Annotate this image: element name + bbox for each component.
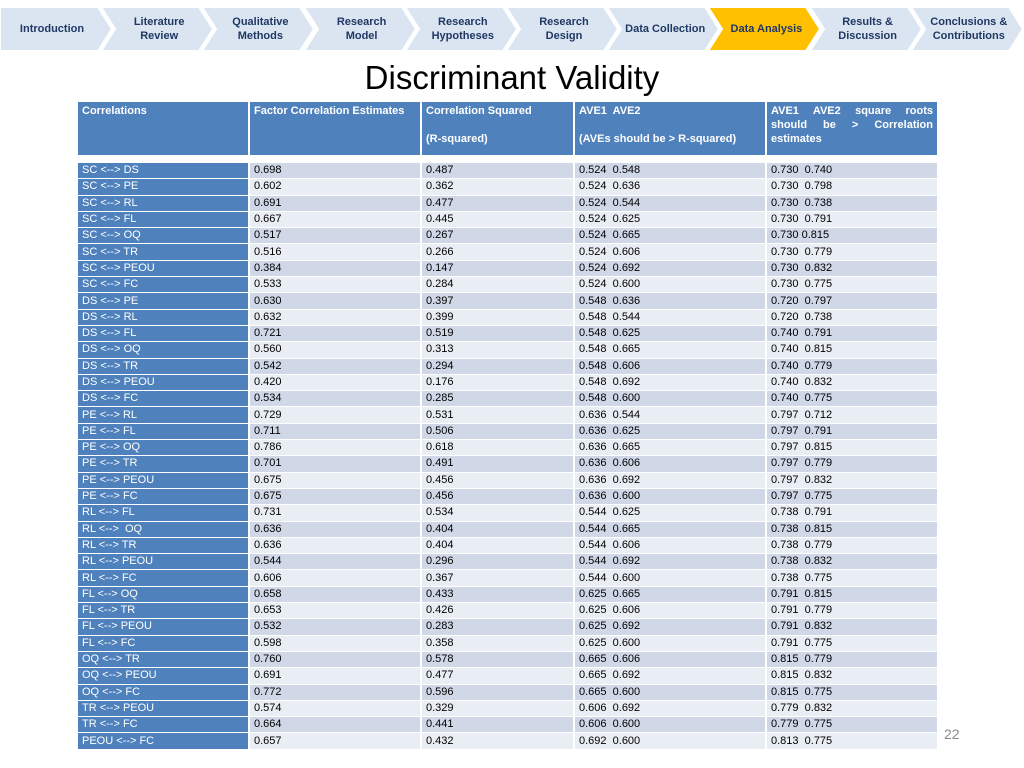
ave-sqrt-cell: 0.720 0.797 bbox=[767, 293, 937, 309]
pair-cell: TR <--> PEOU bbox=[78, 701, 250, 717]
header-ave-line1: AVE1 AVE2 bbox=[579, 105, 641, 117]
table-row bbox=[78, 701, 937, 717]
pair-cell: DS <--> TR bbox=[78, 359, 250, 375]
r-squared-cell: 0.534 bbox=[422, 505, 575, 521]
page-title: Discriminant Validity bbox=[364, 59, 660, 96]
r-squared-cell: 0.367 bbox=[422, 570, 575, 586]
ave-sqrt-cell: 0.791 0.775 bbox=[767, 636, 937, 652]
ave-sqrt-cell: 0.738 0.775 bbox=[767, 570, 937, 586]
pair-cell: RL <--> TR bbox=[78, 538, 250, 554]
table-row bbox=[78, 456, 937, 472]
table-row bbox=[78, 538, 937, 554]
factor-correlation-cell: 0.691 bbox=[250, 668, 422, 684]
header-ave-square-roots-line1: AVE1 AVE2 square roots bbox=[771, 105, 933, 117]
ave-cell: 0.606 0.692 bbox=[575, 701, 767, 717]
table-header-row bbox=[78, 102, 937, 158]
table-row bbox=[78, 277, 937, 293]
pair-cell: FL <--> FC bbox=[78, 636, 250, 652]
r-squared-cell: 0.404 bbox=[422, 538, 575, 554]
ave-sqrt-cell: 0.797 0.779 bbox=[767, 456, 937, 472]
ave-sqrt-cell: 0.815 0.779 bbox=[767, 652, 937, 668]
nav-step-label: Research Hypotheses bbox=[431, 16, 494, 42]
ave-sqrt-cell: 0.730 0.815 bbox=[767, 228, 937, 244]
ave-cell: 0.544 0.600 bbox=[575, 570, 767, 586]
table-row bbox=[78, 261, 937, 277]
nav-step-label: Conclusions & Contributions bbox=[930, 16, 1008, 42]
ave-cell: 0.636 0.544 bbox=[575, 407, 767, 423]
nav-step-research-hypotheses[interactable] bbox=[403, 6, 519, 52]
ave-cell: 0.524 0.665 bbox=[575, 228, 767, 244]
pair-cell: SC <--> RL bbox=[78, 196, 250, 212]
ave-cell: 0.548 0.636 bbox=[575, 293, 767, 309]
ave-sqrt-cell: 0.740 0.832 bbox=[767, 375, 937, 391]
header-correlation-squared-line2: (R-squared) bbox=[426, 133, 488, 145]
factor-correlation-cell: 0.786 bbox=[250, 440, 422, 456]
ave-cell: 0.544 0.692 bbox=[575, 554, 767, 570]
ave-sqrt-cell: 0.797 0.712 bbox=[767, 407, 937, 423]
r-squared-cell: 0.477 bbox=[422, 668, 575, 684]
pair-cell: RL <--> PEOU bbox=[78, 554, 250, 570]
table-row bbox=[78, 342, 937, 358]
table-row bbox=[78, 163, 937, 179]
ave-sqrt-cell: 0.791 0.815 bbox=[767, 587, 937, 603]
header-ave-square-roots-line3: estimates bbox=[771, 133, 822, 145]
r-squared-cell: 0.404 bbox=[422, 522, 575, 538]
factor-correlation-cell: 0.420 bbox=[250, 375, 422, 391]
ave-cell: 0.524 0.625 bbox=[575, 212, 767, 228]
ave-sqrt-cell: 0.738 0.832 bbox=[767, 554, 937, 570]
factor-correlation-cell: 0.602 bbox=[250, 179, 422, 195]
pair-cell: PE <--> OQ bbox=[78, 440, 250, 456]
nav-step-label: Data Collection bbox=[625, 23, 706, 35]
table-row bbox=[78, 587, 937, 603]
factor-correlation-cell: 0.658 bbox=[250, 587, 422, 603]
factor-correlation-cell: 0.532 bbox=[250, 619, 422, 635]
ave-cell: 0.548 0.625 bbox=[575, 326, 767, 342]
table-row bbox=[78, 212, 937, 228]
header-factor-correlation-estimates: Factor Correlation Estimates bbox=[250, 102, 422, 158]
table-row bbox=[78, 554, 937, 570]
r-squared-cell: 0.267 bbox=[422, 228, 575, 244]
ave-sqrt-cell: 0.813 0.775 bbox=[767, 733, 937, 749]
factor-correlation-cell: 0.560 bbox=[250, 342, 422, 358]
ave-sqrt-cell: 0.797 0.775 bbox=[767, 489, 937, 505]
r-squared-cell: 0.266 bbox=[422, 244, 575, 260]
factor-correlation-cell: 0.606 bbox=[250, 570, 422, 586]
ave-sqrt-cell: 0.738 0.779 bbox=[767, 538, 937, 554]
factor-correlation-cell: 0.636 bbox=[250, 522, 422, 538]
page-number: 22 bbox=[944, 726, 960, 742]
factor-correlation-cell: 0.574 bbox=[250, 701, 422, 717]
r-squared-cell: 0.399 bbox=[422, 310, 575, 326]
r-squared-cell: 0.283 bbox=[422, 619, 575, 635]
nav-step-label: Research Model bbox=[336, 16, 387, 42]
r-squared-cell: 0.618 bbox=[422, 440, 575, 456]
ave-sqrt-cell: 0.730 0.775 bbox=[767, 277, 937, 293]
ave-cell: 0.665 0.606 bbox=[575, 652, 767, 668]
table-row bbox=[78, 505, 937, 521]
r-squared-cell: 0.445 bbox=[422, 212, 575, 228]
ave-sqrt-cell: 0.779 0.775 bbox=[767, 717, 937, 733]
pair-cell: SC <--> PEOU bbox=[78, 261, 250, 277]
ave-cell: 0.636 0.692 bbox=[575, 473, 767, 489]
ave-cell: 0.625 0.692 bbox=[575, 619, 767, 635]
nav-step-data-analysis[interactable] bbox=[706, 6, 822, 52]
ave-sqrt-cell: 0.797 0.815 bbox=[767, 440, 937, 456]
nav-step-conclusions-contributions[interactable] bbox=[909, 6, 1024, 52]
r-squared-cell: 0.294 bbox=[422, 359, 575, 375]
pair-cell: DS <--> FC bbox=[78, 391, 250, 407]
ave-sqrt-cell: 0.791 0.779 bbox=[767, 603, 937, 619]
discriminant-validity-table bbox=[78, 102, 937, 750]
pair-cell: DS <--> PE bbox=[78, 293, 250, 309]
ave-sqrt-cell: 0.815 0.832 bbox=[767, 668, 937, 684]
factor-correlation-cell: 0.384 bbox=[250, 261, 422, 277]
pair-cell: FL <--> PEOU bbox=[78, 619, 250, 635]
table-row bbox=[78, 407, 937, 423]
r-squared-cell: 0.296 bbox=[422, 554, 575, 570]
ave-cell: 0.524 0.636 bbox=[575, 179, 767, 195]
table-row bbox=[78, 685, 937, 701]
factor-correlation-cell: 0.711 bbox=[250, 424, 422, 440]
r-squared-cell: 0.578 bbox=[422, 652, 575, 668]
table-row bbox=[78, 733, 937, 749]
r-squared-cell: 0.397 bbox=[422, 293, 575, 309]
factor-correlation-cell: 0.516 bbox=[250, 244, 422, 260]
ave-cell: 0.548 0.692 bbox=[575, 375, 767, 391]
factor-correlation-cell: 0.598 bbox=[250, 636, 422, 652]
r-squared-cell: 0.358 bbox=[422, 636, 575, 652]
factor-correlation-cell: 0.701 bbox=[250, 456, 422, 472]
ave-cell: 0.606 0.600 bbox=[575, 717, 767, 733]
factor-correlation-cell: 0.517 bbox=[250, 228, 422, 244]
r-squared-cell: 0.313 bbox=[422, 342, 575, 358]
ave-sqrt-cell: 0.730 0.779 bbox=[767, 244, 937, 260]
table-row bbox=[78, 603, 937, 619]
breadcrumb-nav bbox=[0, 6, 1024, 54]
pair-cell: DS <--> FL bbox=[78, 326, 250, 342]
ave-sqrt-cell: 0.738 0.815 bbox=[767, 522, 937, 538]
table-row bbox=[78, 668, 937, 684]
factor-correlation-cell: 0.731 bbox=[250, 505, 422, 521]
r-squared-cell: 0.432 bbox=[422, 733, 575, 749]
nav-step-label: Literature Review bbox=[133, 16, 185, 42]
pair-cell: SC <--> PE bbox=[78, 179, 250, 195]
pair-cell: PE <--> FC bbox=[78, 489, 250, 505]
pair-cell: RL <--> FL bbox=[78, 505, 250, 521]
ave-cell: 0.524 0.544 bbox=[575, 196, 767, 212]
r-squared-cell: 0.519 bbox=[422, 326, 575, 342]
table-row bbox=[78, 619, 937, 635]
ave-cell: 0.636 0.606 bbox=[575, 456, 767, 472]
nav-step-results-discussion[interactable] bbox=[808, 6, 924, 52]
header-ave-square-roots bbox=[767, 102, 937, 158]
header-ave-line2: (AVEs should be > R-squared) bbox=[579, 133, 737, 145]
nav-step-introduction[interactable] bbox=[0, 6, 114, 52]
ave-sqrt-cell: 0.730 0.738 bbox=[767, 196, 937, 212]
factor-correlation-cell: 0.729 bbox=[250, 407, 422, 423]
nav-step-label: Introduction bbox=[19, 23, 85, 35]
pair-cell: FL <--> TR bbox=[78, 603, 250, 619]
table-row bbox=[78, 293, 937, 309]
r-squared-cell: 0.147 bbox=[422, 261, 575, 277]
table-row bbox=[78, 424, 937, 440]
header-correlations: Correlations bbox=[78, 102, 250, 158]
r-squared-cell: 0.329 bbox=[422, 701, 575, 717]
header-correlation-squared-line1: Correlation Squared bbox=[426, 105, 532, 117]
pair-cell: OQ <--> PEOU bbox=[78, 668, 250, 684]
r-squared-cell: 0.596 bbox=[422, 685, 575, 701]
pair-cell: SC <--> DS bbox=[78, 163, 250, 179]
r-squared-cell: 0.456 bbox=[422, 489, 575, 505]
ave-sqrt-cell: 0.720 0.738 bbox=[767, 310, 937, 326]
factor-correlation-cell: 0.653 bbox=[250, 603, 422, 619]
ave-cell: 0.636 0.625 bbox=[575, 424, 767, 440]
table-row bbox=[78, 228, 937, 244]
ave-cell: 0.665 0.692 bbox=[575, 668, 767, 684]
factor-correlation-cell: 0.657 bbox=[250, 733, 422, 749]
ave-cell: 0.544 0.606 bbox=[575, 538, 767, 554]
table-row bbox=[78, 179, 937, 195]
ave-cell: 0.524 0.692 bbox=[575, 261, 767, 277]
factor-correlation-cell: 0.664 bbox=[250, 717, 422, 733]
table-row bbox=[78, 196, 937, 212]
table-row bbox=[78, 326, 937, 342]
pair-cell: FL <--> OQ bbox=[78, 587, 250, 603]
pair-cell: SC <--> OQ bbox=[78, 228, 250, 244]
pair-cell: TR <--> FC bbox=[78, 717, 250, 733]
pair-cell: DS <--> PEOU bbox=[78, 375, 250, 391]
r-squared-cell: 0.487 bbox=[422, 163, 575, 179]
factor-correlation-cell: 0.721 bbox=[250, 326, 422, 342]
factor-correlation-cell: 0.760 bbox=[250, 652, 422, 668]
pair-cell: SC <--> FC bbox=[78, 277, 250, 293]
factor-correlation-cell: 0.698 bbox=[250, 163, 422, 179]
nav-step-research-design[interactable] bbox=[504, 6, 620, 52]
ave-cell: 0.625 0.665 bbox=[575, 587, 767, 603]
factor-correlation-cell: 0.667 bbox=[250, 212, 422, 228]
r-squared-cell: 0.426 bbox=[422, 603, 575, 619]
pair-cell: PE <--> PEOU bbox=[78, 473, 250, 489]
table-row bbox=[78, 375, 937, 391]
factor-correlation-cell: 0.630 bbox=[250, 293, 422, 309]
r-squared-cell: 0.506 bbox=[422, 424, 575, 440]
r-squared-cell: 0.491 bbox=[422, 456, 575, 472]
table-row bbox=[78, 489, 937, 505]
pair-cell: OQ <--> FC bbox=[78, 685, 250, 701]
ave-sqrt-cell: 0.730 0.832 bbox=[767, 261, 937, 277]
table-row bbox=[78, 717, 937, 733]
table-row bbox=[78, 473, 937, 489]
r-squared-cell: 0.285 bbox=[422, 391, 575, 407]
pair-cell: DS <--> RL bbox=[78, 310, 250, 326]
nav-step-label: Results & Discussion bbox=[838, 16, 897, 42]
factor-correlation-cell: 0.636 bbox=[250, 538, 422, 554]
r-squared-cell: 0.284 bbox=[422, 277, 575, 293]
table-row bbox=[78, 570, 937, 586]
nav-step-research-model[interactable] bbox=[302, 6, 418, 52]
pair-cell: DS <--> OQ bbox=[78, 342, 250, 358]
factor-correlation-cell: 0.772 bbox=[250, 685, 422, 701]
ave-sqrt-cell: 0.797 0.832 bbox=[767, 473, 937, 489]
factor-correlation-cell: 0.675 bbox=[250, 473, 422, 489]
pair-cell: PE <--> TR bbox=[78, 456, 250, 472]
nav-step-literature-review[interactable] bbox=[99, 6, 215, 52]
nav-step-label: Research Design bbox=[539, 16, 589, 42]
r-squared-cell: 0.362 bbox=[422, 179, 575, 195]
ave-sqrt-cell: 0.738 0.791 bbox=[767, 505, 937, 521]
factor-correlation-cell: 0.544 bbox=[250, 554, 422, 570]
factor-correlation-cell: 0.534 bbox=[250, 391, 422, 407]
ave-sqrt-cell: 0.740 0.815 bbox=[767, 342, 937, 358]
pair-cell: OQ <--> TR bbox=[78, 652, 250, 668]
table-row bbox=[78, 359, 937, 375]
ave-cell: 0.544 0.665 bbox=[575, 522, 767, 538]
ave-cell: 0.665 0.600 bbox=[575, 685, 767, 701]
ave-sqrt-cell: 0.740 0.775 bbox=[767, 391, 937, 407]
table-row bbox=[78, 636, 937, 652]
pair-cell: PE <--> FL bbox=[78, 424, 250, 440]
ave-cell: 0.524 0.600 bbox=[575, 277, 767, 293]
table-row bbox=[78, 440, 937, 456]
header-ave bbox=[575, 102, 767, 158]
ave-cell: 0.625 0.606 bbox=[575, 603, 767, 619]
factor-correlation-cell: 0.675 bbox=[250, 489, 422, 505]
nav-step-data-collection[interactable] bbox=[605, 6, 721, 52]
pair-cell: PEOU <--> FC bbox=[78, 733, 250, 749]
header-correlation-squared bbox=[422, 102, 575, 158]
ave-cell: 0.548 0.665 bbox=[575, 342, 767, 358]
ave-cell: 0.548 0.600 bbox=[575, 391, 767, 407]
factor-correlation-cell: 0.533 bbox=[250, 277, 422, 293]
ave-sqrt-cell: 0.730 0.798 bbox=[767, 179, 937, 195]
ave-cell: 0.548 0.544 bbox=[575, 310, 767, 326]
pair-cell: SC <--> TR bbox=[78, 244, 250, 260]
ave-sqrt-cell: 0.779 0.832 bbox=[767, 701, 937, 717]
table-body bbox=[78, 158, 937, 750]
ave-cell: 0.524 0.548 bbox=[575, 163, 767, 179]
table-row bbox=[78, 522, 937, 538]
table-row bbox=[78, 244, 937, 260]
factor-correlation-cell: 0.542 bbox=[250, 359, 422, 375]
table-row bbox=[78, 391, 937, 407]
r-squared-cell: 0.477 bbox=[422, 196, 575, 212]
header-ave-square-roots-line2: should be > Correlation bbox=[771, 119, 933, 131]
factor-correlation-cell: 0.632 bbox=[250, 310, 422, 326]
ave-cell: 0.636 0.665 bbox=[575, 440, 767, 456]
factor-correlation-cell: 0.691 bbox=[250, 196, 422, 212]
r-squared-cell: 0.531 bbox=[422, 407, 575, 423]
ave-sqrt-cell: 0.797 0.791 bbox=[767, 424, 937, 440]
table-row bbox=[78, 652, 937, 668]
r-squared-cell: 0.176 bbox=[422, 375, 575, 391]
pair-cell: RL <--> FC bbox=[78, 570, 250, 586]
ave-cell: 0.692 0.600 bbox=[575, 733, 767, 749]
pair-cell: SC <--> FL bbox=[78, 212, 250, 228]
ave-sqrt-cell: 0.815 0.775 bbox=[767, 685, 937, 701]
ave-sqrt-cell: 0.740 0.779 bbox=[767, 359, 937, 375]
nav-step-label: Qualitative Methods bbox=[232, 16, 289, 42]
nav-step-label: Data Analysis bbox=[730, 23, 803, 35]
r-squared-cell: 0.456 bbox=[422, 473, 575, 489]
ave-cell: 0.524 0.606 bbox=[575, 244, 767, 260]
ave-sqrt-cell: 0.730 0.740 bbox=[767, 163, 937, 179]
pair-cell: PE <--> RL bbox=[78, 407, 250, 423]
table-row bbox=[78, 310, 937, 326]
ave-sqrt-cell: 0.730 0.791 bbox=[767, 212, 937, 228]
ave-sqrt-cell: 0.791 0.832 bbox=[767, 619, 937, 635]
ave-cell: 0.625 0.600 bbox=[575, 636, 767, 652]
r-squared-cell: 0.441 bbox=[422, 717, 575, 733]
ave-cell: 0.548 0.606 bbox=[575, 359, 767, 375]
ave-sqrt-cell: 0.740 0.791 bbox=[767, 326, 937, 342]
ave-cell: 0.544 0.625 bbox=[575, 505, 767, 521]
pair-cell: RL <--> OQ bbox=[78, 522, 250, 538]
ave-cell: 0.636 0.600 bbox=[575, 489, 767, 505]
r-squared-cell: 0.433 bbox=[422, 587, 575, 603]
nav-step-qualitative-methods[interactable] bbox=[200, 6, 316, 52]
